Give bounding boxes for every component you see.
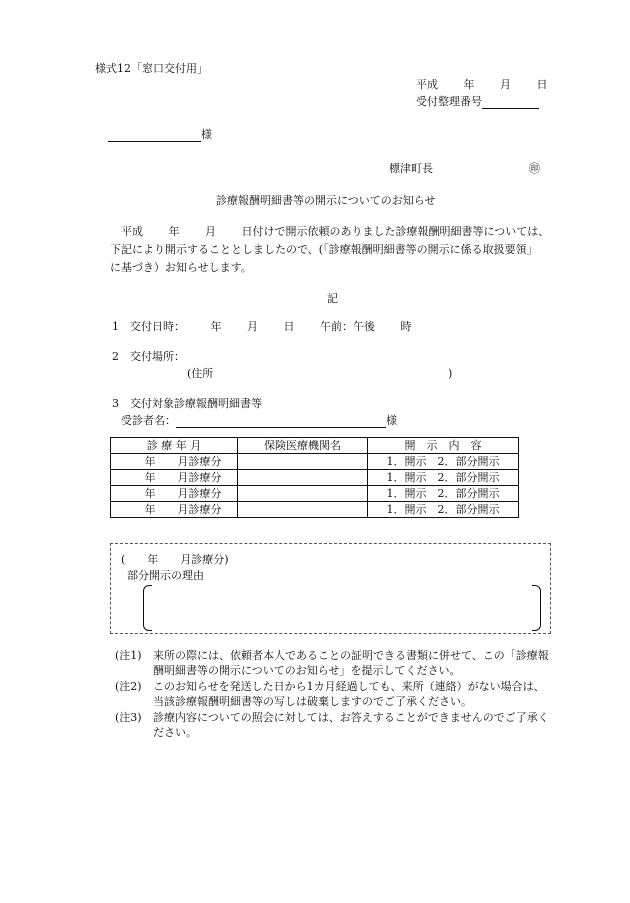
row-institution[interactable] (238, 470, 368, 486)
receipt-number (416, 95, 539, 109)
issuer-title: 標津町長 (389, 162, 433, 175)
receipt-number-label: 受付整理番号 (416, 95, 482, 108)
body-line-1-text: 日付けで開示依頼のありました診療報酬明細書等については、 (241, 225, 550, 238)
body-era: 平成 (121, 225, 143, 238)
reason-open-bracket (143, 585, 152, 631)
partial-period: ( 年 月診療分) (121, 553, 229, 566)
document-title: 診療報酬明細書等の開示についてのお知らせ (216, 194, 436, 207)
date-year: 年 (463, 78, 475, 91)
row-institution[interactable] (238, 502, 368, 518)
date-era: 平成 (416, 78, 438, 91)
note-1 (115, 648, 555, 678)
header-month: 診 療 年 月 (111, 438, 238, 454)
item-2-label: 2 交付場所： (112, 350, 185, 363)
body-year: 年 (168, 225, 180, 238)
addressee (108, 128, 212, 142)
table-row (111, 502, 519, 518)
note-3-text: 診療内容についての照会に対しては、お答えすることができませんのでご了承ください。 (153, 711, 549, 739)
row-month: 年 月診療分 (111, 470, 238, 486)
table-row (111, 470, 519, 486)
body-line-1 (121, 225, 549, 239)
note-2 (115, 679, 555, 709)
reason-field[interactable] (143, 585, 541, 631)
table-row (111, 486, 519, 502)
form-label: 様式12「窓口交付用」 (95, 62, 208, 75)
row-options[interactable]: 1．開示 2．部分開示 (368, 486, 519, 502)
item-1-label: 1 交付日時： (112, 320, 185, 333)
header-content: 開 示 内 容 (368, 438, 519, 454)
disclosure-table (110, 437, 519, 518)
receipt-number-field[interactable] (482, 96, 539, 109)
header-institution: 保険医療機関名 (238, 438, 368, 454)
row-options[interactable]: 1．開示 2．部分開示 (368, 470, 519, 486)
addressee-field[interactable] (108, 129, 201, 142)
item-1-day: 日 (283, 320, 295, 333)
address-open: (住所 (187, 367, 214, 380)
date-month: 月 (500, 78, 511, 91)
row-month: 年 月診療分 (111, 502, 238, 518)
row-month: 年 月診療分 (111, 486, 238, 502)
ki-heading: 記 (327, 292, 338, 305)
body-month: 月 (205, 225, 216, 238)
note-1-label: (注1) (115, 649, 142, 662)
body-line-2: 下記により開示することとしましたので、(「診療報酬明細書等の開示に係る取扱要領」 (110, 243, 538, 256)
table-header-row (111, 438, 519, 454)
partial-reason-label: 部分開示の理由 (127, 569, 204, 582)
note-3-label: (注3) (115, 711, 142, 724)
seal-mark: ㊞ (529, 162, 540, 175)
note-2-label: (注2) (115, 680, 142, 693)
recipient-field[interactable] (176, 415, 386, 428)
table-row (111, 454, 519, 470)
reason-close-bracket (532, 585, 541, 631)
addressee-suffix: 様 (201, 128, 212, 141)
item-1 (112, 320, 412, 334)
item-1-year: 年 (210, 320, 222, 333)
note-1-text: 来所の際には、依頼者本人であることの証明できる書類に併せて、この「診療報酬明細書等の開示についてのお知らせ」を提示してください。 (153, 649, 549, 677)
item-1-hour: 時 (400, 320, 412, 333)
recipient-label: 受診者名： (121, 414, 176, 427)
body-line-3: に基づき）お知らせします。 (110, 261, 252, 274)
recipient (121, 414, 397, 428)
item-3-label: 3 交付対象診療報酬明細書等 (112, 397, 262, 410)
date-day: 日 (536, 78, 548, 91)
note-2-text: このお知らせを発送した日から1カ月経過しても、来所（連絡）がない場合は、当該診療報酬明細書等の写しは破棄しますのでご了承ください。 (153, 680, 545, 708)
row-institution[interactable] (238, 486, 368, 502)
address-close: ) (448, 367, 453, 380)
note-3 (115, 710, 555, 740)
row-month: 年 月診療分 (111, 454, 238, 470)
recipient-suffix: 様 (386, 414, 397, 427)
date-line (416, 78, 548, 92)
row-institution[interactable] (238, 454, 368, 470)
notes (115, 648, 555, 741)
row-options[interactable]: 1．開示 2．部分開示 (368, 454, 519, 470)
item-1-month: 月 (247, 320, 258, 333)
row-options[interactable]: 1．開示 2．部分開示 (368, 502, 519, 518)
item-1-ampm: 午前：午後 (320, 320, 375, 333)
